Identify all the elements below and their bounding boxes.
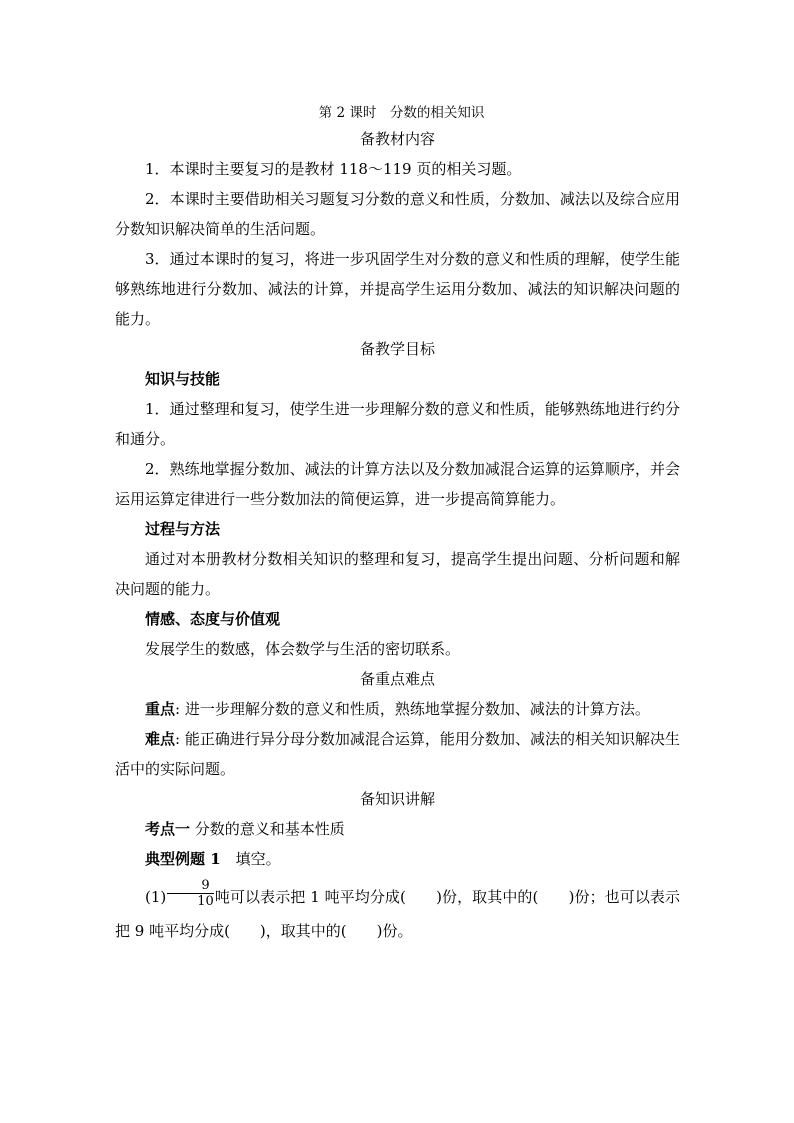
fraction-denominator: 10 [197, 893, 214, 909]
goal-item-2: 2．熟练地掌握分数加、减法的计算方法以及分数加减混合运算的运算顺序，并会运用运算定律进行一些分数加法的简便运算，进一步提高简算能力。 [115, 460, 680, 508]
difficult-point [115, 724, 680, 784]
attitude-text: 发展学生的数感，体会数学与生活的密切联系。 [145, 640, 461, 658]
key-label: 重点 [145, 700, 176, 718]
exam-point [115, 814, 680, 844]
subheading-knowledge-skills: 知识与技能 [145, 370, 221, 388]
question-1-text: 吨可以表示把 1 吨平均分成( )份，取其中的( )份；也可以表示把 9 吨平均分成( )，取其中的( )份。 [115, 888, 680, 940]
subheading-process-method: 过程与方法 [145, 520, 221, 538]
key-text: : 进一步理解分数的意义和性质，熟练地掌握分数加、减法的计算方法。 [175, 700, 650, 718]
section-heading-goals: 备教学目标 [359, 340, 435, 358]
lesson-title: 第 2 课时 分数的相关知识 [318, 105, 485, 121]
difficult-text: : 能正确进行异分母分数加减混合运算，能用分数加、减法的相关知识解决生活中的实际问题。 [115, 730, 680, 778]
example-text: 填空。 [220, 850, 281, 868]
key-point [115, 694, 680, 724]
fraction-nine-tenths [167, 879, 214, 908]
exam-point-text: 分数的意义和基本性质 [190, 820, 345, 838]
fraction-numerator: 9 [167, 879, 214, 894]
content-item-1: 1．本课时主要复习的是教材 118～119 页的相关习题。 [145, 160, 522, 178]
goal-item-1: 1．通过整理和复习，使学生进一步理解分数的意义和性质，能够熟练地进行约分和通分。 [115, 400, 680, 448]
difficult-label: 难点 [145, 730, 176, 748]
question-1-prefix: (1) [145, 888, 167, 906]
subheading-attitude-values: 情感、态度与价值观 [145, 610, 281, 628]
section-heading-knowledge: 备知识讲解 [359, 790, 435, 808]
exam-point-label: 考点一 [145, 820, 191, 838]
document-page [115, 102, 680, 948]
content-item-3: 3．通过本课时的复习，将进一步巩固学生对分数的意义和性质的理解，使学生能够熟练地进行分数加、减法的计算，并提高学生运用分数加、减法的知识解决问题的能力。 [115, 250, 680, 328]
question-1 [115, 877, 680, 948]
example-heading [115, 844, 680, 874]
process-text: 通过对本册教材分数相关知识的整理和复习，提高学生提出问题、分析问题和解决问题的能力。 [115, 550, 680, 598]
section-heading-content: 备教材内容 [359, 130, 435, 148]
content-item-2: 2．本课时主要借助相关习题复习分数的意义和性质，分数加、减法以及综合应用分数知识解决简单的生活问题。 [115, 190, 680, 238]
section-heading-key-points: 备重点难点 [359, 670, 435, 688]
example-label: 典型例题 1 [145, 850, 221, 868]
